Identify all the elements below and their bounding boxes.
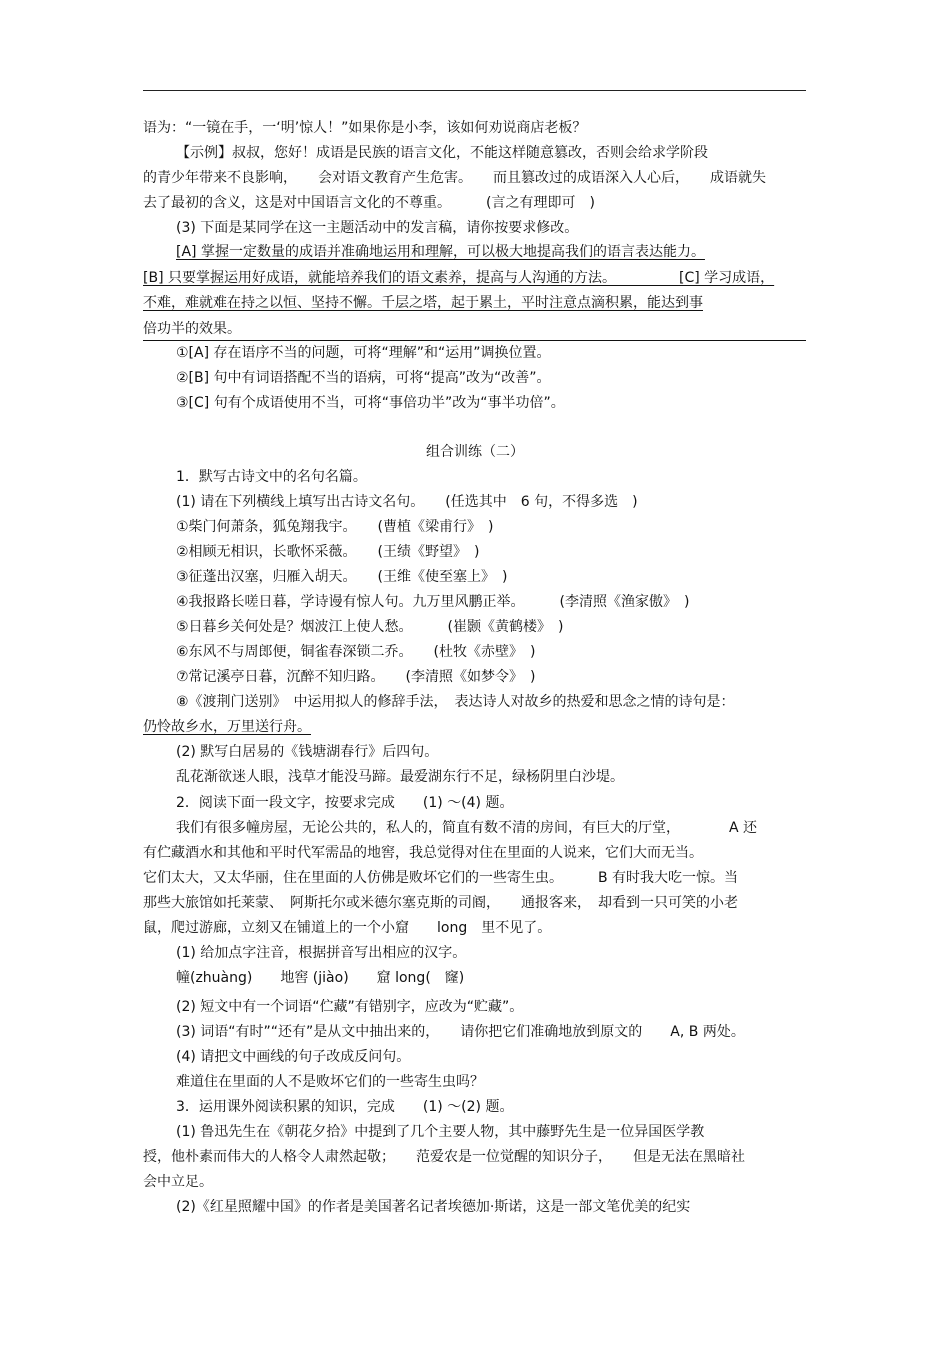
intro-line-1: 语为：“一镜在手，一‘明’惊人！”如果你是小李，该如何劝说商店老板？ [143, 120, 587, 136]
fix-3: ③[C] 句有个成语使用不当，可将“事倍功半”改为“事半功倍”。 [176, 395, 565, 411]
poem-line-6: ⑥东风不与周郎便，铜雀春深锁二乔。 (杜牧《赤壁》 ) [176, 644, 536, 660]
q1-sub2: (2) 默写白居易的《钱塘湖春行》后四句。 [176, 744, 439, 760]
q2-passage-1: 我们有很多幢房屋，无论公共的，私人的，简直有数不清的房间，有巨大的厅堂， A 还 [176, 820, 758, 836]
intro-line-3: 的青少年带来不良影响， 会对语文教育产生危害。 而且篡改过的成语深入人心后， 成语就失 [143, 170, 766, 186]
fix-1: ①[A] 存在语序不当的问题，可将“理解”和“运用”调换位置。 [176, 345, 551, 361]
intro-question-3: (3) 下面是某同学在这一主题活动中的发言稿，请你按要求修改。 [176, 220, 579, 236]
poem-line-8: ⑧《渡荆门送别》 中运用拟人的修辞手法， 表达诗人对故乡的热爱和思念之情的诗句是： [176, 694, 735, 710]
intro-example: 【示例】叔叔，您好！成语是民族的语言文化，不能这样随意篡改，否则会给求学阶段 [176, 145, 708, 161]
q3-line-2: 授，他朴素而伟大的人格令人肃然起敬； 范爱农是一位觉醒的知识分子， 但是无法在黑暗社 [143, 1149, 745, 1165]
poem-line-5: ⑤日暮乡关何处是？烟波江上使人愁。 (崔颢《黄鹤楼》 ) [176, 619, 564, 635]
speech-box [143, 240, 806, 341]
q2-sub1-answer: 幢(zhuàng) 地窖 (jiào) 窟 long( 窿) [176, 970, 465, 986]
q2-sub1: (1) 给加点字注音，根据拼音写出相应的汉字。 [176, 945, 467, 961]
q2-passage-5: 鼠，爬过游廊，立刻又在铺道上的一个小窟 long 里不见了。 [143, 920, 552, 936]
q2-sub2: (2) 短文中有一个词语“伫藏”有错别字，应改为“贮藏”。 [176, 999, 524, 1015]
poem-line-7: ⑦常记溪亭日暮，沉醉不知归路。 (李清照《如梦令》 ) [176, 669, 536, 685]
poem-line-4: ④我报路长嗟日暮，学诗谩有惊人句。九万里风鹏正举。 (李清照《渔家傲》 ) [176, 594, 690, 610]
speech-a: [A] 掌握一定数量的成语并准确地运用和理解，可以极大地提高我们的语言表达能力。 [176, 244, 705, 260]
poem-line-3: ③征蓬出汉塞，归雁入胡天。 (王维《使至塞上》 ) [176, 569, 508, 585]
q2-sub4: (4) 请把文中画线的句子改成反问句。 [176, 1049, 411, 1065]
speech-c2: 倍功半的效果。 [143, 320, 241, 337]
q1-sub2-answer: 乱花渐欲迷人眼，浅草才能没马蹄。最爱湖东行不足，绿杨阴里白沙堤。 [176, 769, 624, 785]
fix-2: ②[B] 句中有词语搭配不当的语病，可将“提高”改为“改善”。 [176, 370, 551, 386]
q3-line-3: 会中立足。 [143, 1174, 213, 1190]
q2-head: 2．阅读下面一段文字，按要求完成 (1) ～(4) 题。 [176, 795, 514, 811]
header-rule [143, 90, 806, 91]
q3-line-4: (2)《红星照耀中国》的作者是美国著名记者埃德加·斯诺，这是一部文笔优美的纪实 [176, 1199, 691, 1215]
q1-head: 1．默写古诗文中的名句名篇。 [176, 469, 367, 485]
intro-line-4: 去了最初的含义，这是对中国语言文化的不尊重。 (言之有理即可 ) [143, 195, 595, 211]
q2-passage-4: 那些大旅馆如托莱蒙、 阿斯托尔或米德尔塞克斯的司阍， 通报客来， 却看到一只可笑的小老 [143, 895, 738, 911]
q2-sub3: (3) 词语“有时”“还有”是从文中抽出来的， 请你把它们准确地放到原文的 A, B 两处。 [176, 1024, 745, 1040]
section-title: 组合训练（二） [426, 444, 524, 460]
q2-passage-3: 它们太大，又太华丽，住在里面的人仿佛是败坏它们的一些寄生虫。 B 有时我大吃一惊。当 [143, 870, 739, 886]
speech-b: [B] 只要掌握运用好成语，就能培养我们的语文素养，提高与人沟通的方法。 [C] 学习成语， [143, 269, 775, 286]
q3-head: 3．运用课外阅读积累的知识，完成 (1) ～(2) 题。 [176, 1099, 514, 1115]
q1-sub1: (1) 请在下列横线上填写出古诗文名句。 (任选其中 6 句，不得多选 ) [176, 494, 638, 510]
poem-line-1: ①柴门何萧条，狐兔翔我宇。 (曹植《梁甫行》 ) [176, 519, 494, 535]
q2-passage-2: 有伫藏酒水和其他和平时代军需品的地窖，我总觉得对住在里面的人说来，它们大而无当。 [143, 845, 703, 861]
speech-c1: 不难，难就难在持之以恒、坚持不懈。千层之塔，起于累土，平时注意点滴积累，能达到事 [143, 295, 703, 311]
q3-line-1: (1) 鲁迅先生在《朝花夕拾》中提到了几个主要人物，其中藤野先生是一位异国医学教 [176, 1124, 705, 1140]
poem-line-8-answer: 仍怜故乡水，万里送行舟。 [143, 719, 311, 735]
poem-line-2: ②相顾无相识，长歌怀采薇。 (王绩《野望》 ) [176, 544, 480, 560]
q2-sub4-answer: 难道住在里面的人不是败坏它们的一些寄生虫吗？ [176, 1074, 484, 1090]
